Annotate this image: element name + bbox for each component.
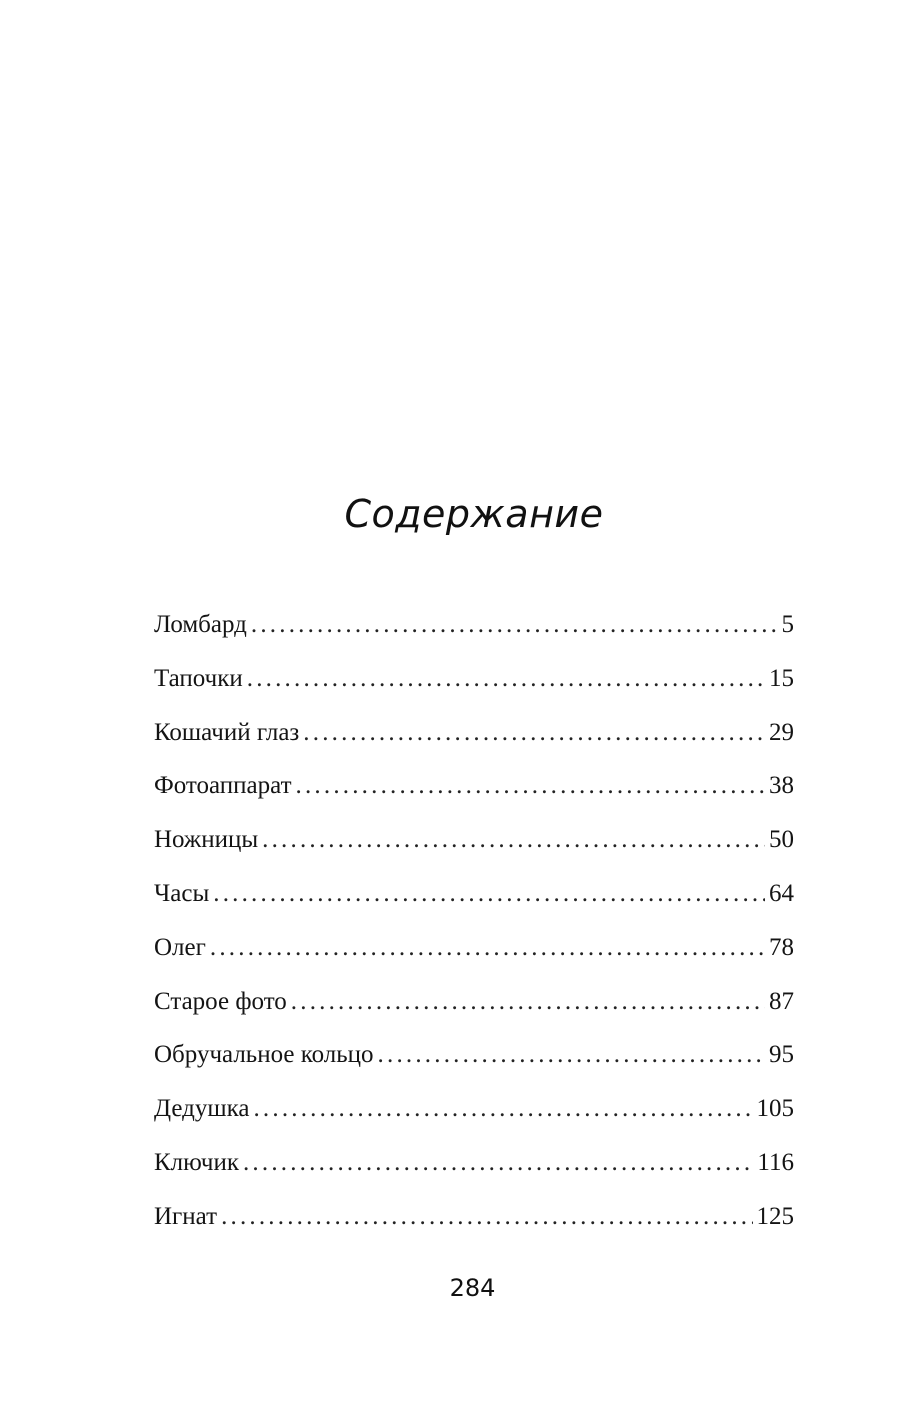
toc-entry-title: Тапочки — [154, 664, 243, 692]
toc-heading: Содержание — [344, 492, 604, 536]
toc-entry-title: Кошачий глаз — [154, 718, 300, 746]
toc-entry-page: 29 — [769, 718, 794, 746]
toc-entry-title: Игнат — [154, 1202, 218, 1230]
toc-entry-title: Ножницы — [154, 826, 259, 854]
toc-entry — [154, 934, 794, 988]
dot-leader — [210, 934, 765, 962]
toc-entry — [154, 719, 794, 773]
dot-leader — [296, 772, 765, 800]
toc-entry — [154, 880, 794, 934]
toc-entry-page: 5 — [781, 611, 794, 638]
toc-entry-title: Ломбард — [154, 611, 247, 638]
toc-entry — [154, 611, 794, 665]
dot-leader — [303, 719, 765, 747]
dot-leader — [251, 611, 778, 639]
toc-entry — [154, 1149, 794, 1203]
dot-leader — [253, 1095, 752, 1123]
toc-entry-page: 116 — [757, 1148, 794, 1176]
toc-entry-page: 95 — [769, 1041, 794, 1069]
toc-entry-title: Обручальное кольцо — [154, 1041, 374, 1069]
toc-entry-page: 50 — [769, 826, 794, 854]
table-of-contents — [154, 611, 794, 1257]
toc-entry — [154, 772, 794, 826]
toc-entry-page: 78 — [769, 933, 794, 961]
toc-entry — [154, 988, 794, 1042]
toc-entry-title: Олег — [154, 933, 206, 961]
dot-leader — [378, 1041, 765, 1069]
toc-entry-title: Ключик — [154, 1148, 239, 1176]
toc-entry — [154, 1203, 794, 1257]
toc-entry-page: 87 — [769, 987, 794, 1015]
toc-entry-page: 64 — [769, 879, 794, 907]
toc-entry-title: Фотоаппарат — [154, 772, 292, 800]
toc-entry-title: Часы — [154, 879, 210, 907]
dot-leader — [243, 1149, 753, 1177]
dot-leader — [213, 880, 765, 908]
dot-leader — [247, 665, 765, 693]
toc-entry — [154, 665, 794, 719]
dot-leader — [221, 1203, 752, 1231]
toc-entry-title: Дедушка — [154, 1095, 250, 1123]
toc-entry — [154, 1041, 794, 1095]
toc-entry — [154, 1095, 794, 1149]
toc-entry-page: 105 — [756, 1095, 794, 1123]
toc-entry-page: 125 — [756, 1202, 794, 1230]
dot-leader — [262, 826, 765, 854]
toc-entry-page: 15 — [769, 664, 794, 692]
toc-entry — [154, 826, 794, 880]
toc-entry-page: 38 — [769, 772, 794, 800]
dot-leader — [291, 988, 765, 1016]
page-number: 284 — [449, 1274, 496, 1302]
toc-entry-title: Старое фото — [154, 987, 287, 1015]
